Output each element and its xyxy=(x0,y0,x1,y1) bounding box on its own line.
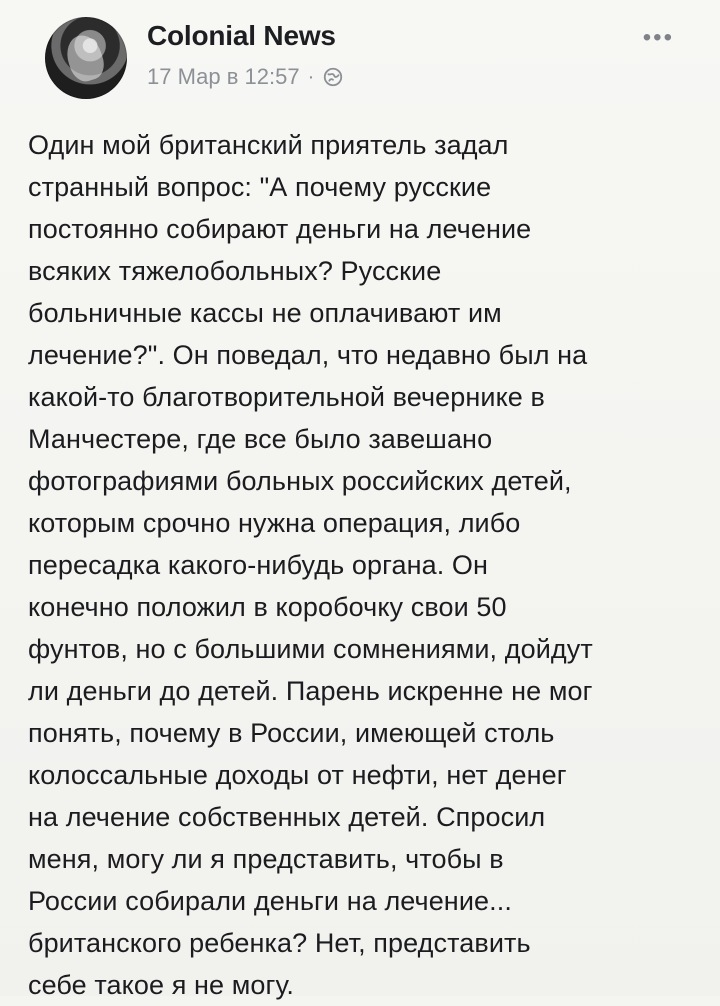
post-text-line: Манчестере, где все было завешано xyxy=(28,424,493,454)
globe-icon xyxy=(322,66,344,88)
post-text-line: странный вопрос: "А почему русские xyxy=(28,172,492,202)
post-text-line: всяких тяжелобольных? Русские xyxy=(28,256,442,286)
post-text-line: ли деньги до детей. Парень искренне не мог xyxy=(28,676,593,706)
post-text-line: лечение?". Он поведал, что недавно был на xyxy=(28,340,588,370)
post-text-line: больничные кассы не оплачивают им xyxy=(28,298,502,328)
post-text-line: на лечение собственных детей. Спросил xyxy=(28,802,546,832)
post-meta xyxy=(147,64,344,90)
post-text-line: конечно положил в коробочку свои 50 xyxy=(28,592,507,622)
post-text-line: России собирали деньги на лечение... xyxy=(28,886,512,916)
post-text xyxy=(28,124,698,1006)
post-text-line: себе такое я не могу. xyxy=(28,970,294,1000)
post-text-line: постоянно собирают деньги на лечение xyxy=(28,214,532,244)
post-text-line: меня, могу ли я представить, чтобы в xyxy=(28,844,504,874)
post-text-line: фунтов, но с большими сомнениями, дойдут xyxy=(28,634,593,664)
post-text-line: пересадка какого-нибудь органа. Он xyxy=(28,550,489,580)
post-text-line: которым срочно нужна операция, либо xyxy=(28,508,521,538)
post-text-line: Один мой британский приятель задал xyxy=(28,130,509,160)
meta-separator: · xyxy=(307,66,315,88)
post-text-line: фотографиями больных российских детей, xyxy=(28,466,572,496)
author-name[interactable]: Colonial News xyxy=(147,20,336,51)
post-timestamp[interactable]: 17 Мар в 12:57 xyxy=(147,64,300,89)
more-icon[interactable]: ••• xyxy=(642,24,674,51)
post-text-line: понять, почему в России, имеющей столь xyxy=(28,718,555,748)
post-text-line: колоссальные доходы от нефти, нет денег xyxy=(28,760,567,790)
post-text-line: какой-то благотворительной вечернике в xyxy=(28,382,545,412)
avatar[interactable] xyxy=(45,17,127,99)
post-header xyxy=(28,0,696,118)
avatar-image-shape xyxy=(62,31,109,85)
post-text-line: британского ребенка? Нет, представить xyxy=(28,928,531,958)
